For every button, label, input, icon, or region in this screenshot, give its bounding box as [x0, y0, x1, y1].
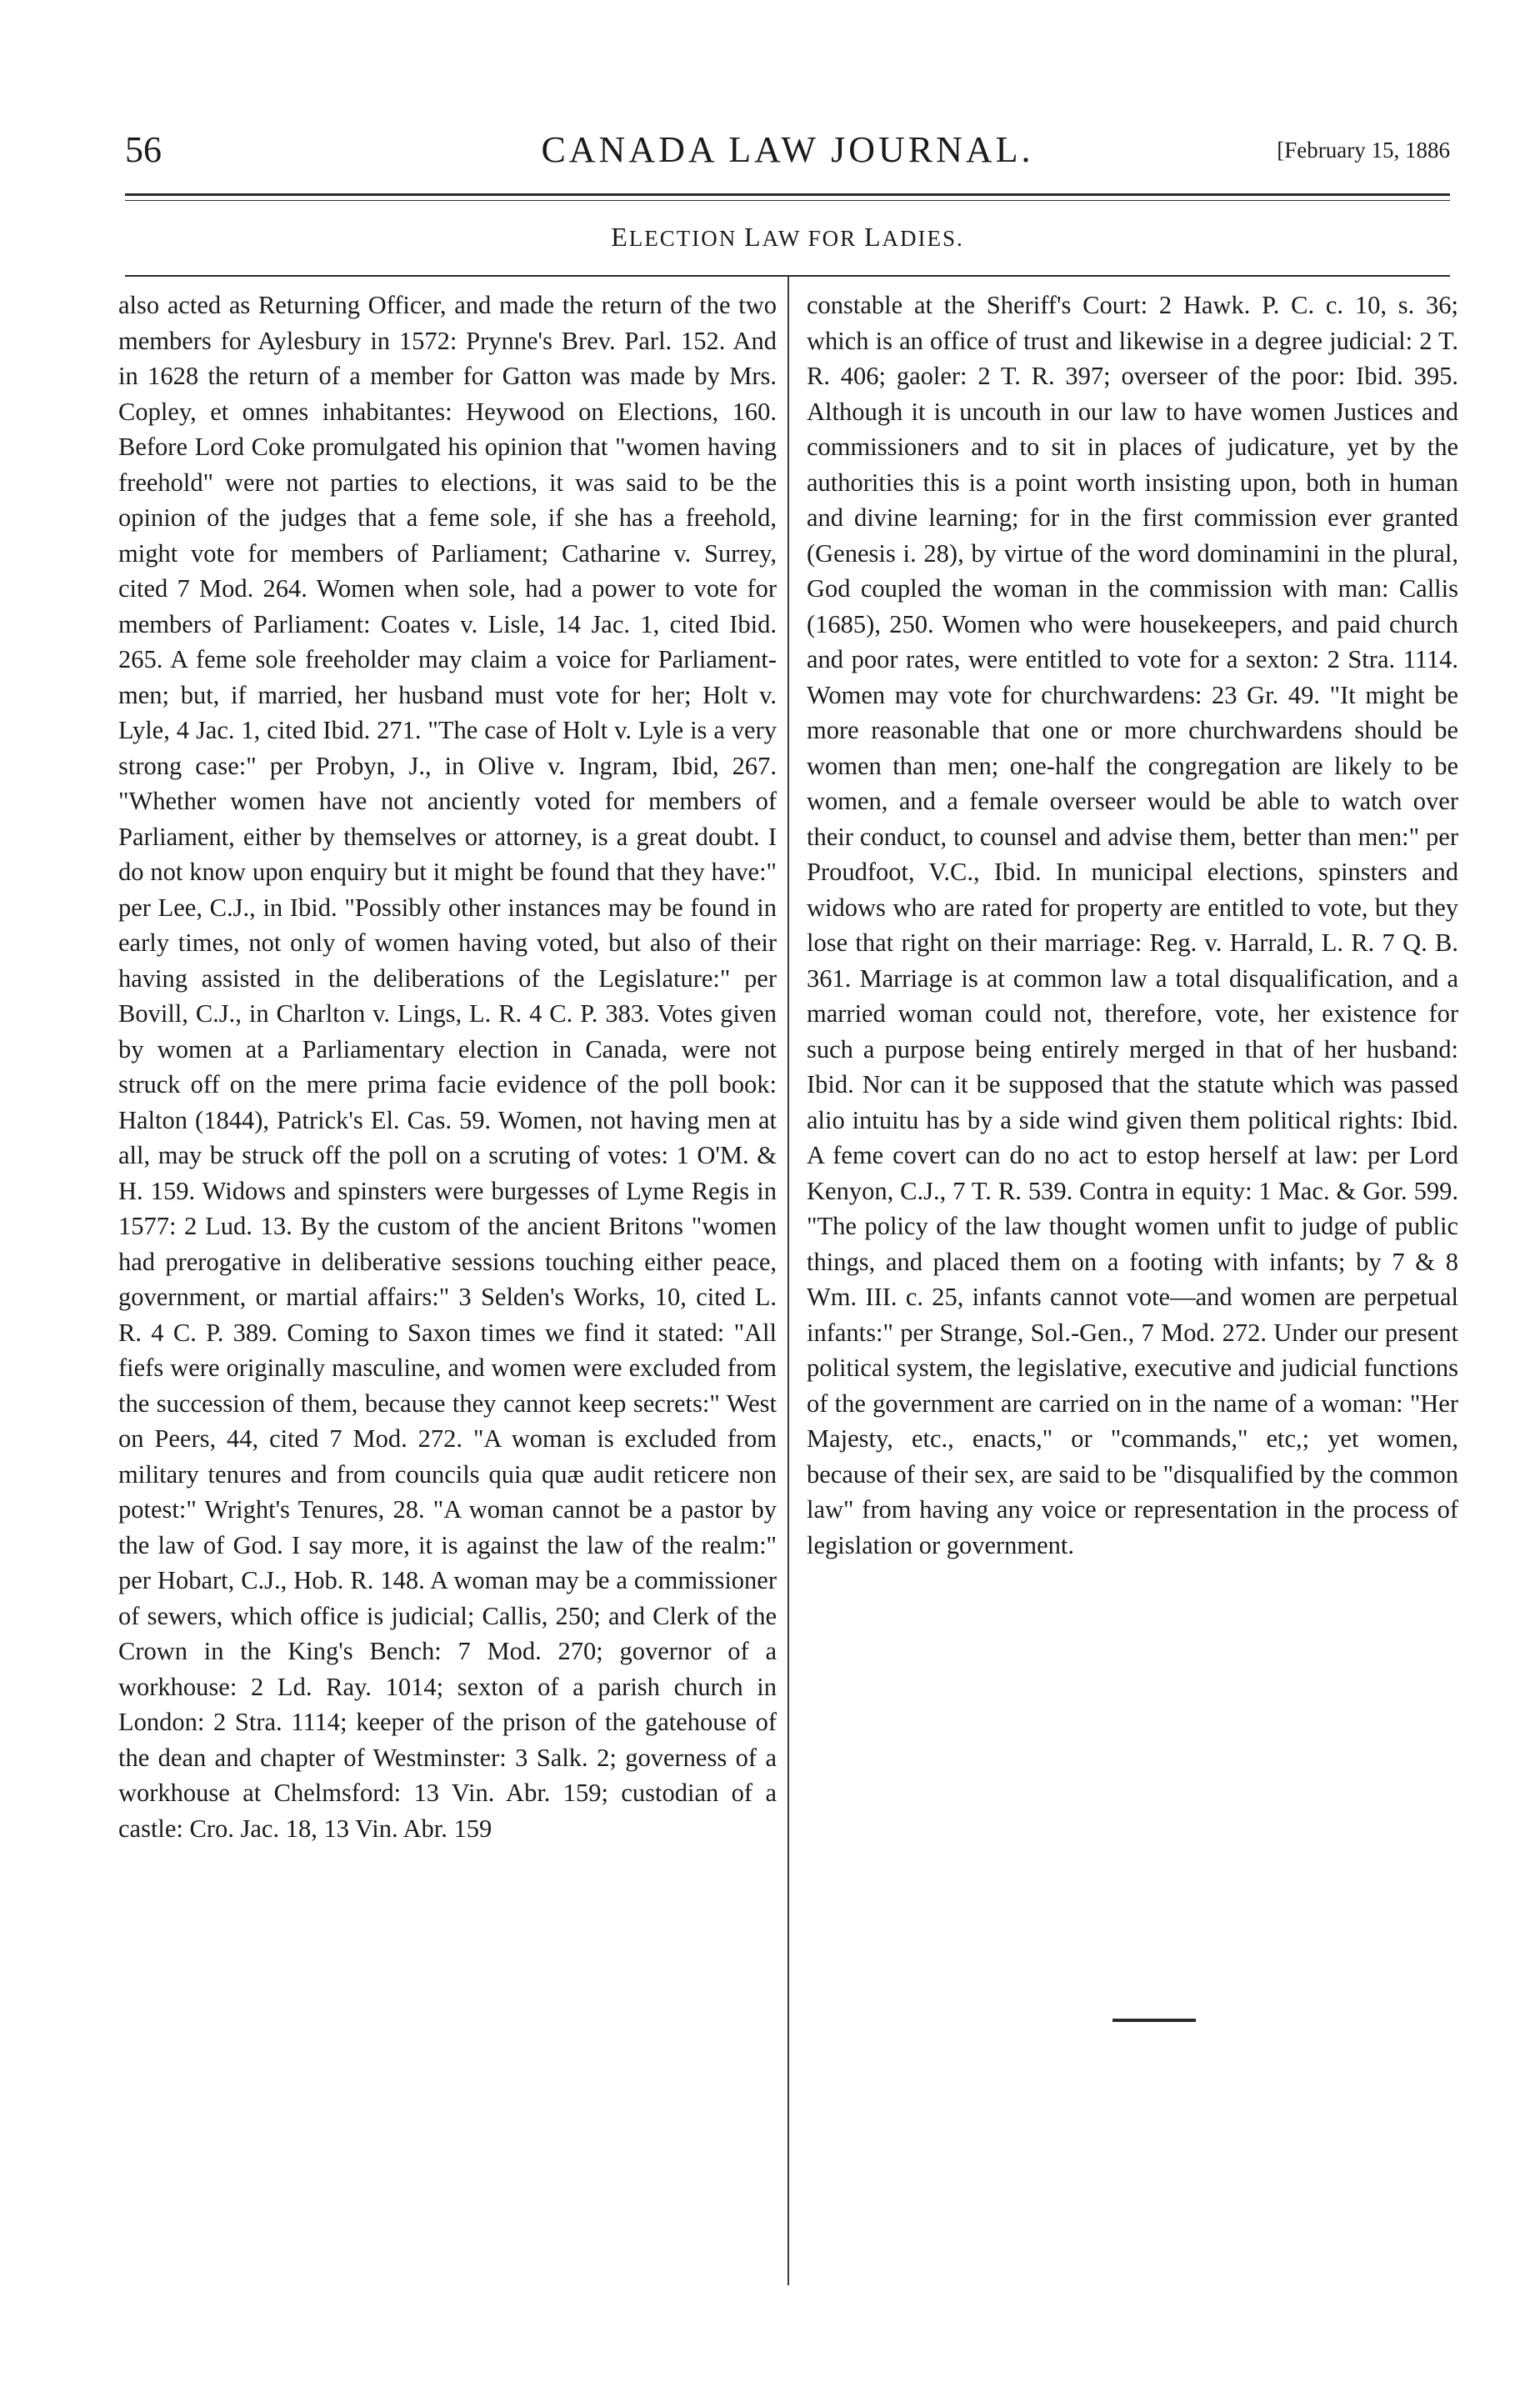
journal-title: CANADA LAW JOURNAL.	[541, 129, 1034, 170]
right-column	[807, 288, 1458, 1563]
column-divider	[788, 277, 789, 2285]
section-title	[125, 218, 1450, 257]
right-column-text: constable at the Sheriff's Court: 2 Hawk. P. C. c. 10, s. 36; which is an office of trust and likewise in a degree judicial: 2 T. R. 406; gaoler: 2 T. R. 397; overseer of the poor: Ibid. 395. Although it is uncouth in our law to have women Justices and commissioners and to sit in places of judicature, yet by the authorities this is a point worth insisting upon, both in human and divine learning; for in the first commission ever granted (Genesis i. 28), by virtue of the word dominamini in the plural, God coupled the woman in the commission with man: Callis (1685), 250. Women who were housekeepers, and paid church and poor rates, were entitled to vote for a sexton: 2 Stra. 1114. Women may vote for churchwardens: 23 Gr. 49. "It might be more reasonable that one or more churchwardens should be women than men; one-half the congregation are likely to be women, and a female overseer would be able to watch over their conduct, to counsel and advise them, better than men:" per Proudfoot, V.C., Ibid. In municipal elections, spinsters and widows who are rated for property are entitled to vote, but they lose that right on their marriage: Reg. v. Harrald, L. R. 7 Q. B. 361. Marriage is at common law a total disqualification, and a married woman could not, therefore, vote, her existence for such a purpose being entirely merged in that of her husband: Ibid. Nor can it be supposed that the statute which was passed alio intuitu has by a side wind given them political rights: Ibid. A feme covert can do no act to estop herself at law: per Lord Kenyon, C.J., 7 T. R. 539. Contra in equity: 1 Mac. & Gor. 599. "The policy of the law thought women unfit to judge of public things, and placed them on a footing with infants; by 7 & 8 Wm. III. c. 25, infants cannot vote—and women are perpetual infants:" per Strange, Sol.-Gen., 7 Mod. 272. Under our present political system, the legislative, executive and judicial functions of the government are carried on in the name of a woman: "Her Majesty, etc., enacts," or "commands," etc,; yet women, because of their sex, are said to be "disqualified by the common law" from having any voice or representation in the process of legislation or government.	[807, 291, 1458, 1559]
section-title-part-2: AW FOR	[762, 226, 864, 251]
section-title-part-3: ADIES.	[882, 226, 964, 251]
page-number: 56	[125, 129, 162, 170]
article-end-rule	[1112, 2019, 1196, 2022]
section-title-part-1: LECTION	[628, 226, 745, 251]
left-column-text: also acted as Returning Officer, and made the return of the two members for Aylesbury in 1572: Prynne's Brev. Parl. 152. And in 1628 the return of a member for Gatton was made by Mrs. Copley, et omnes inhabitantes: Heywood on Elections, 160. Before Lord Coke promulgated his opinion that "women having freehold" were not parties to elections, it was said to be the opinion of the judges that a feme sole, if she has a freehold, might vote for members of Parliament; Catharine v. Surrey, cited 7 Mod. 264. Women when sole, had a power to vote for members of Parliament: Coates v. Lisle, 14 Jac. 1, cited Ibid. 265. A feme sole freeholder may claim a voice for Parliament-men; but, if married, her husband must vote for her; Holt v. Lyle, 4 Jac. 1, cited Ibid. 271. "The case of Holt v. Lyle is a very strong case:" per Probyn, J., in Olive v. Ingram, Ibid, 267. "Whether women have not anciently voted for members of Parliament, either by themselves or attorney, is a great doubt. I do not know upon enquiry but it might be found that they have:" per Lee, C.J., in Ibid. "Possibly other instances may be found in early times, not only of women having voted, but also of their having assisted in the deliberations of the Legislature:" per Bovill, C.J., in Charlton v. Lings, L. R. 4 C. P. 383. Votes given by women at a Parliamentary election in Canada, were not struck off on the mere prima facie evidence of the poll book: Halton (1844), Patrick's El. Cas. 59. Women, not having men at all, may be struck off the poll on a scruting of votes: 1 O'M. & H. 159. Widows and spinsters were burgesses of Lyme Regis in 1577: 2 Lud. 13. By the custom of the ancient Britons "women had prerogative in deliberative sessions touching either peace, government, or martial affairs:" 3 Selden's Works, 10, cited L. R. 4 C. P. 389. Coming to Saxon times we find it stated: "All fiefs were originally masculine, and women were excluded from the succession of them, because they cannot keep secrets:" West on Peers, 44, cited 7 Mod. 272. "A woman is excluded from military tenures and from councils quia quæ audit reticere non potest:" Wright's Tenures, 28. "A woman cannot be a pastor by the law of God. I say more, it is against the law of the realm:" per Hobart, C.J., Hob. R. 148. A woman may be a commissioner of sewers, which office is judicial; Callis, 250; and Clerk of the Crown in the King's Bench: 7 Mod. 270; governor of a workhouse: 2 Ld. Ray. 1014; sexton of a parish church in London: 2 Stra. 1114; keeper of the prison of the gatehouse of the dean and chapter of Westminster: 3 Salk. 2; governess of a workhouse at Chelmsford: 13 Vin. Abr. 159; custodian of a castle: Cro. Jac. 18, 13 Vin. Abr. 159	[118, 291, 777, 1843]
header-rule-thick	[125, 193, 1450, 196]
issue-date: [February 15, 1886	[1277, 138, 1450, 163]
header-rule-thin	[125, 200, 1450, 201]
page-header	[125, 125, 1450, 183]
section-title-cap-2: L	[744, 222, 762, 252]
section-title-cap-3: L	[863, 222, 882, 252]
left-column	[118, 288, 777, 1846]
section-title-cap-1: E	[611, 222, 629, 252]
